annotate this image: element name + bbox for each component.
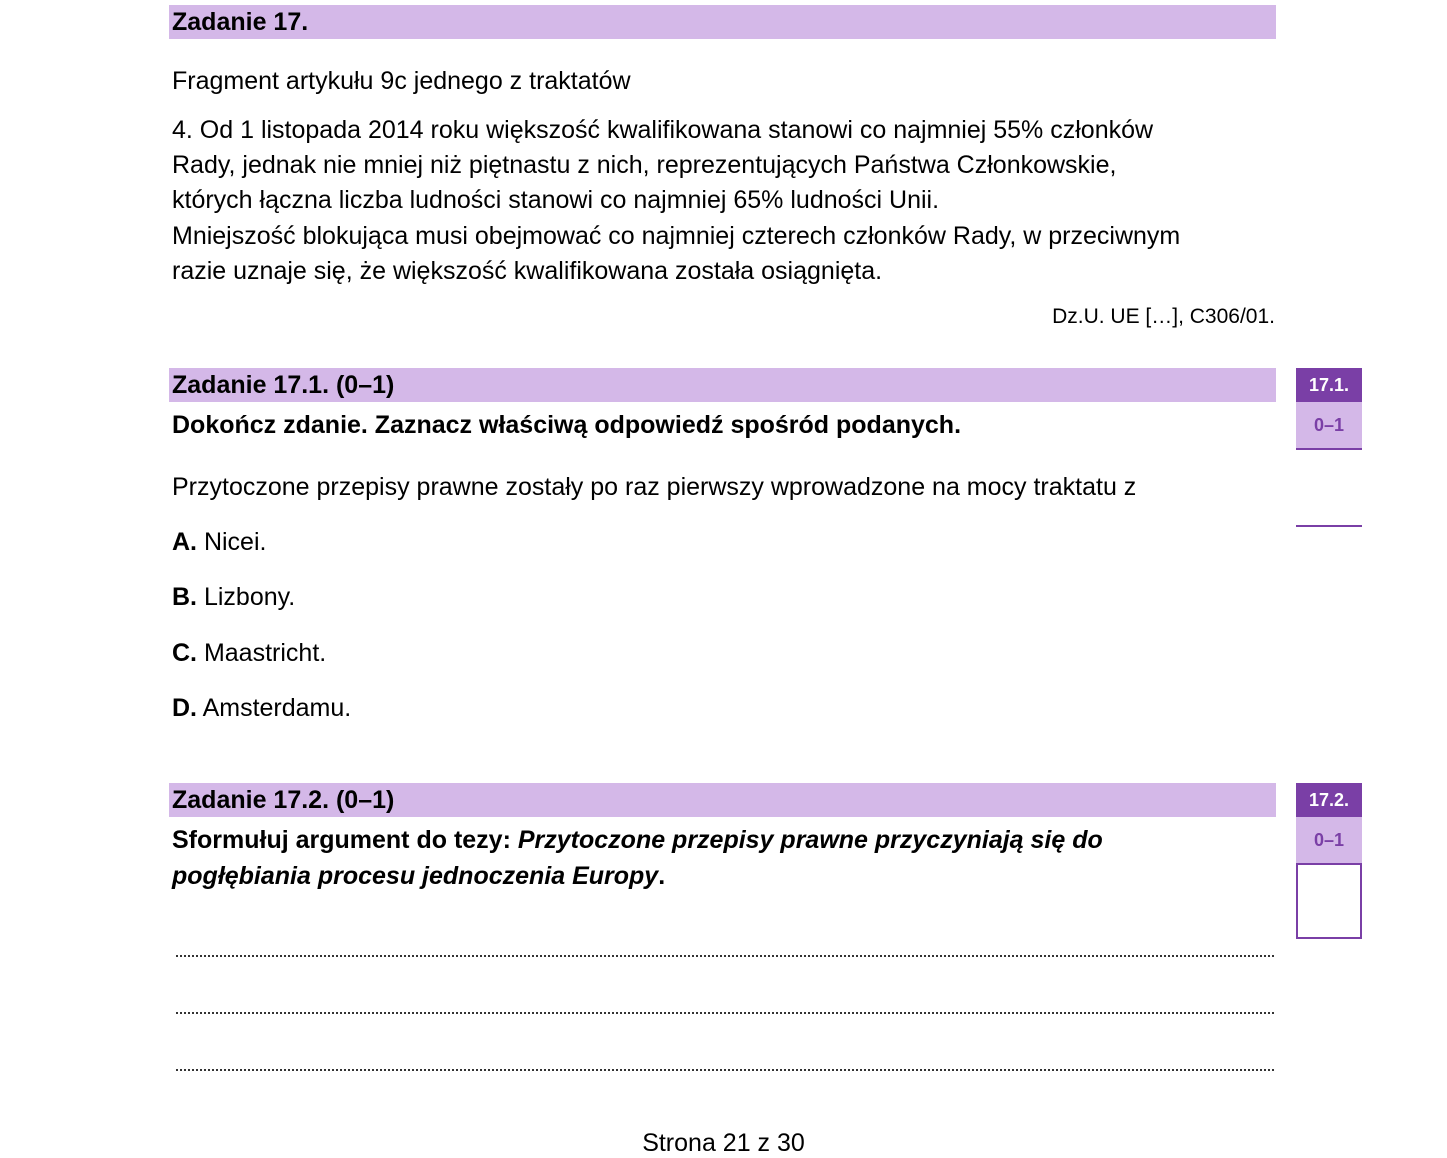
option-letter: C. [172,639,197,667]
option-letter: B. [172,583,197,611]
option-text: Maastricht. [203,639,327,667]
option-text: Nicei. [203,528,267,556]
task-17-1-instruction: Dokończ zdanie. Zaznacz właściwą odpowiedź spośród podanych. [172,411,962,439]
score-box-17-1 [1296,368,1362,450]
answer-line[interactable] [176,955,1274,957]
option-letter: D. [172,694,197,722]
answer-option-d[interactable] [172,690,351,726]
option-letter: A. [172,528,197,556]
task-17-intro: Fragment artykułu 9c jednego z traktatów [172,67,631,95]
answer-option-b[interactable] [172,579,295,615]
task-17-2-instruction [172,822,1103,858]
option-text: Lizbony. [203,583,296,611]
score-range: 0–1 [1296,817,1362,865]
task-17-header: Zadanie 17. [169,5,1276,39]
score-box-17-2 [1296,783,1362,939]
treaty-paragraph-line: razie uznaje się, że większość kwalifikowana została osiągnięta. [172,257,883,285]
treaty-paragraph-line: Rady, jednak nie mniej niż piętnastu z nich, reprezentujących Państwa Członkowskie, [172,151,1117,179]
score-label: 17.2. [1296,783,1362,817]
task-17-1-question: Przytoczone przepisy prawne zostały po raz pierwszy wprowadzone na mocy traktatu z [172,473,1137,501]
page-number: Strona 21 z 30 [642,1129,805,1157]
answer-option-c[interactable] [172,635,326,671]
answer-line[interactable] [176,1069,1274,1071]
option-text: Amsterdamu. [202,694,352,722]
thesis-text: pogłębiania procesu jednoczenia Europy [172,862,659,890]
treaty-paragraph-line: 4. Od 1 listopada 2014 roku większość kwalifikowana stanowi co najmniej 55% członków [172,116,1154,144]
instruction-label: Sformułuj argument do tezy: [172,826,518,854]
score-input-box[interactable] [1296,865,1362,939]
task-17-1-header: Zadanie 17.1. (0–1) [169,368,1276,402]
thesis-text: Przytoczone przepisy prawne przyczyniają się do [517,826,1103,854]
answer-option-a[interactable] [172,524,266,560]
score-range: 0–1 [1296,402,1362,450]
task-17-2-instruction-cont [172,858,665,894]
score-answer-line[interactable] [1296,525,1362,527]
score-label: 17.1. [1296,368,1362,402]
thesis-end: . [658,862,666,890]
answer-line[interactable] [176,1012,1274,1014]
treaty-paragraph-line: Mniejszość blokująca musi obejmować co najmniej czterech członków Rady, w przeciwnym [172,222,1181,250]
treaty-paragraph-line: których łączna liczba ludności stanowi co najmniej 65% ludności Unii. [172,186,940,214]
source-citation: Dz.U. UE […], C306/01. [1052,305,1275,328]
task-17-2-header: Zadanie 17.2. (0–1) [169,783,1276,817]
